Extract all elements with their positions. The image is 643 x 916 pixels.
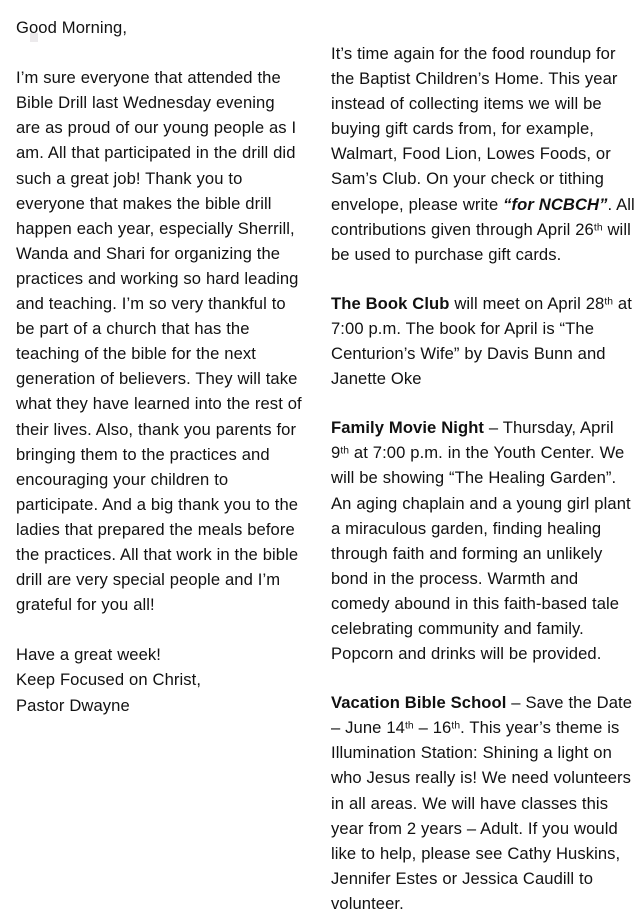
family-movie-night-text-lead: – Thursday, April 9	[331, 418, 614, 463]
family-movie-night-text-tail: at 7:00 p.m. in the Youth Center. We will be showing “The Healing Garden”. An aging chaplain and a young girl plant a miraculous garden, finding healing through faith and forming an unlikely bond in the process. Warmth and comedy abound in this faith-based tale celebrating community and family. Popcorn and drinks will be provided.	[331, 443, 631, 664]
pastor-message-paragraph: I’m sure everyone that attended the Bible Drill last Wednesday evening are as proud of our young people as I am. All that participated in the drill did such a great job! Thank you to everyone that makes the bible drill happen each year, especially Sherrill, Wanda and Shari for organizing the practices and working so hard leading and teaching. I’m so very thankful to be part of a church that has the teaching of the bible for the next generation of believers. They will take what they have learned into the rest of their lives. Also, thank you parents for bringing them to the practices and encouraging your children to participate. And a big thank you to the ladies that prepared the meals before the practices. All that work in the bible drill are very special people and I’m grateful for you all!	[16, 68, 302, 615]
food-roundup-text-lead: It’s time again for the food roundup for the Baptist Children’s Home. This year instead of collecting items we will be buying gift cards from, for example, Walmart, Food Lion, Lowes Foods, or Sam’s Club. On your check or tithing envelope, please write	[331, 44, 618, 214]
vacation-bible-school-paragraph	[331, 690, 635, 916]
signoff-line-3: Pastor Dwayne	[16, 695, 130, 715]
vbs-text-segment-2: – 16	[413, 718, 452, 738]
greeting-line: Good Morning,	[16, 18, 128, 37]
date-superscript-june14: th	[404, 720, 414, 732]
date-superscript-april9: th	[340, 445, 350, 457]
vbs-text-segment-3: . This year’s theme is Illumination Station: Shining a light on who Jesus really is! We need volunteers in all areas. We will have classes this year from 2 years – Adult. If you would like to help, please see Cathy Huskins, Jennifer Estes or Jessica Caudill to volunteer.	[331, 718, 631, 913]
date-superscript-april28: th	[604, 296, 614, 308]
signoff-block	[16, 642, 302, 717]
signoff-line-2: Keep Focused on Christ,	[16, 670, 202, 690]
family-movie-night-heading: Family Movie Night	[331, 418, 485, 438]
food-roundup-text-tail: will be used to purchase gift cards.	[331, 219, 631, 264]
book-club-heading: The Book Club	[331, 293, 450, 313]
food-roundup-paragraph	[331, 41, 635, 267]
book-club-paragraph	[331, 291, 635, 391]
date-superscript-april26: th	[593, 221, 603, 233]
right-column	[320, 0, 643, 916]
family-movie-night-paragraph	[331, 415, 635, 666]
vbs-text-segment-1: – Save the Date – June 14	[331, 693, 633, 738]
date-superscript-june16: th	[451, 720, 461, 732]
book-club-text-lead: will meet on April 28	[449, 293, 605, 313]
left-column	[0, 0, 320, 718]
food-roundup-text-mid: . All contributions given through April 26	[331, 194, 635, 239]
signoff-line-1: Have a great week!	[16, 645, 161, 665]
ncbch-emphasis: “for NCBCH”	[503, 194, 608, 214]
book-club-text-tail: at 7:00 p.m. The book for April is “The Centurion’s Wife” by Davis Bunn and Janette Oke	[331, 293, 632, 389]
vacation-bible-school-heading: Vacation Bible School	[331, 693, 507, 713]
